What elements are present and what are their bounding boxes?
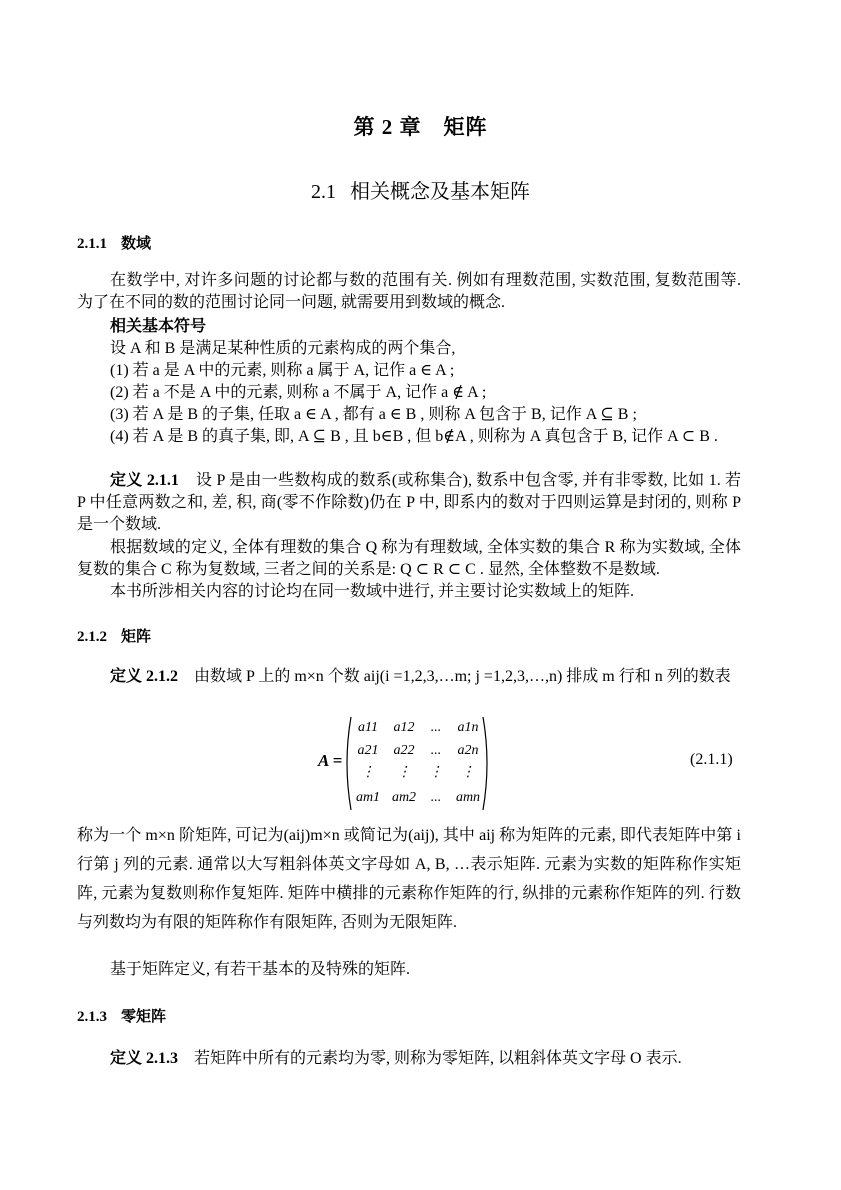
matrix-cell: a22 (393, 743, 415, 758)
definition-label: 定义 2.1.3 (110, 1050, 179, 1067)
symbol-line: (4) 若 A 是 B 的真子集, 即, A ⊆ B , 且 b∈B , 但 b∉A , 则称为 A 真包含于 B, 记作 A ⊂ B . (110, 428, 718, 445)
section-title (0, 175, 841, 204)
subsection-heading-2-1-2 (77, 625, 151, 646)
definition-2-1-3 (77, 1048, 741, 1070)
matrix-display (348, 716, 486, 811)
matrix-cell: a21 (357, 743, 379, 758)
matrix-cell: a11 (358, 720, 378, 735)
matrix-cell: a12 (393, 720, 415, 735)
matrix-cell: ... (430, 720, 442, 735)
matrix-cell: ... (430, 790, 442, 805)
matrix-cell: ⋮ (397, 765, 411, 780)
matrix-cell: amn (455, 790, 481, 805)
matrix-cell: ⋮ (461, 765, 475, 780)
definition-label: 定义 2.1.1 (110, 472, 179, 489)
symbols-block (77, 316, 741, 448)
chapter-title (0, 111, 841, 141)
subsection-name: 矩阵 (121, 629, 152, 645)
basic-matrices-text: 基于矩阵定义, 有若干基本的及特殊的矩阵. (110, 961, 411, 978)
symbol-line: (1) 若 a 是 A 中的元素, 则称 a 属于 A, 记作 a ∈ A ; (110, 362, 455, 379)
symbol-line: 设 A 和 B 是满足某种性质的元素构成的两个集合, (110, 340, 456, 357)
symbol-line: (2) 若 a 不是 A 中的元素, 则称 a 不属于 A, 记作 a ∉ A ; (110, 384, 487, 401)
matrix-description-text: 称为一个 m×n 阶矩阵, 可记为(aij)m×n 或简记为(aij), 其中 aij 称为矩阵的元素, 即代表矩阵中第 i 行第 j 列的元素. 通常以大写粗斜体英文字母如 A, B, …表示矩阵. 元素为实数的矩阵称作实矩阵, 元素为复数则称作复矩阵. 矩阵中横排的元素称作矩阵的行, 纵排的元素称作矩阵的列. 行数与列数均为有限的矩阵称作有限矩阵, 否则为无限矩阵. (77, 827, 741, 931)
matrix-name: A = (318, 751, 343, 770)
number-fields-text: 根据数域的定义, 全体有理数的集合 Q 称为有理数域, 全体实数的集合 R 称为实数域, 全体复数的集合 C 称为复数域, 三者之间的关系是: Q ⊂ R ⊂ C . 显然, 全体整数不是数域. (77, 539, 741, 578)
subsection-number: 2.1.2 (77, 629, 107, 645)
equation-number: (2.1.1) (690, 751, 733, 768)
intro-paragraph (77, 270, 741, 314)
symbols-heading: 相关基本符号 (110, 318, 207, 335)
definition-2-1-2 (77, 666, 741, 688)
subsection-heading-2-1-3 (77, 1005, 166, 1026)
subsection-number: 2.1.1 (77, 236, 107, 252)
definition-text: 若矩阵中所有的元素均为零, 则称为零矩阵, 以粗斜体英文字母 O 表示. (194, 1050, 682, 1067)
chapter-name: 矩阵 (443, 115, 488, 139)
definition-label: 定义 2.1.2 (110, 668, 179, 685)
scope-text: 本书所涉相关内容的讨论均在同一数域中进行, 并主要讨论实数域上的矩阵. (110, 583, 635, 600)
definition-text: 由数域 P 上的 m×n 个数 aij(i =1,2,3,…m; j =1,2,3,…,n) 排成 m 行和 n 列的数表 (194, 668, 731, 685)
subsection-heading-2-1-1 (77, 232, 151, 253)
matrix-cell: a1n (457, 720, 479, 735)
basic-matrices-paragraph (77, 959, 741, 981)
subsection-number: 2.1.3 (77, 1009, 107, 1025)
definition-2-1-1 (77, 470, 741, 536)
matrix-cell: am2 (391, 790, 417, 805)
matrix-cell: ⋮ (429, 765, 443, 780)
matrix-cell: am1 (355, 790, 381, 805)
matrix-cell: ⋮ (361, 765, 375, 780)
section-number: 2.1 (311, 181, 336, 203)
subsection-name: 零矩阵 (121, 1009, 167, 1025)
definition-text: 设 P 是由一些数构成的数系(或称集合), 数系中包含零, 并有非零数, 比如 1. 若 P 中任意两数之和, 差, 积, 商(零不作除数)仍在 P 中, 即系内的数对于四则运算是封闭的, 则称 P 是一个数域. (77, 472, 741, 533)
matrix-description-paragraph (77, 821, 741, 937)
symbol-line: (3) 若 A 是 B 的子集, 任取 a ∈ A , 都有 a ∈ B , 则称 A 包含于 B, 记作 A ⊆ B ; (110, 406, 637, 423)
chapter-number: 第 2 章 (353, 115, 422, 139)
matrix-cell: ... (430, 743, 442, 758)
section-name: 相关概念及基本矩阵 (350, 181, 530, 203)
intro-text: 在数学中, 对许多问题的讨论都与数的范围有关. 例如有理数范围, 实数范围, 复数范围等. 为了在不同的数的范围讨论同一问题, 就需要用到数域的概念. (77, 272, 741, 311)
subsection-name: 数域 (121, 236, 152, 252)
matrix-cell: a2n (457, 743, 479, 758)
number-fields-paragraph (77, 537, 741, 603)
